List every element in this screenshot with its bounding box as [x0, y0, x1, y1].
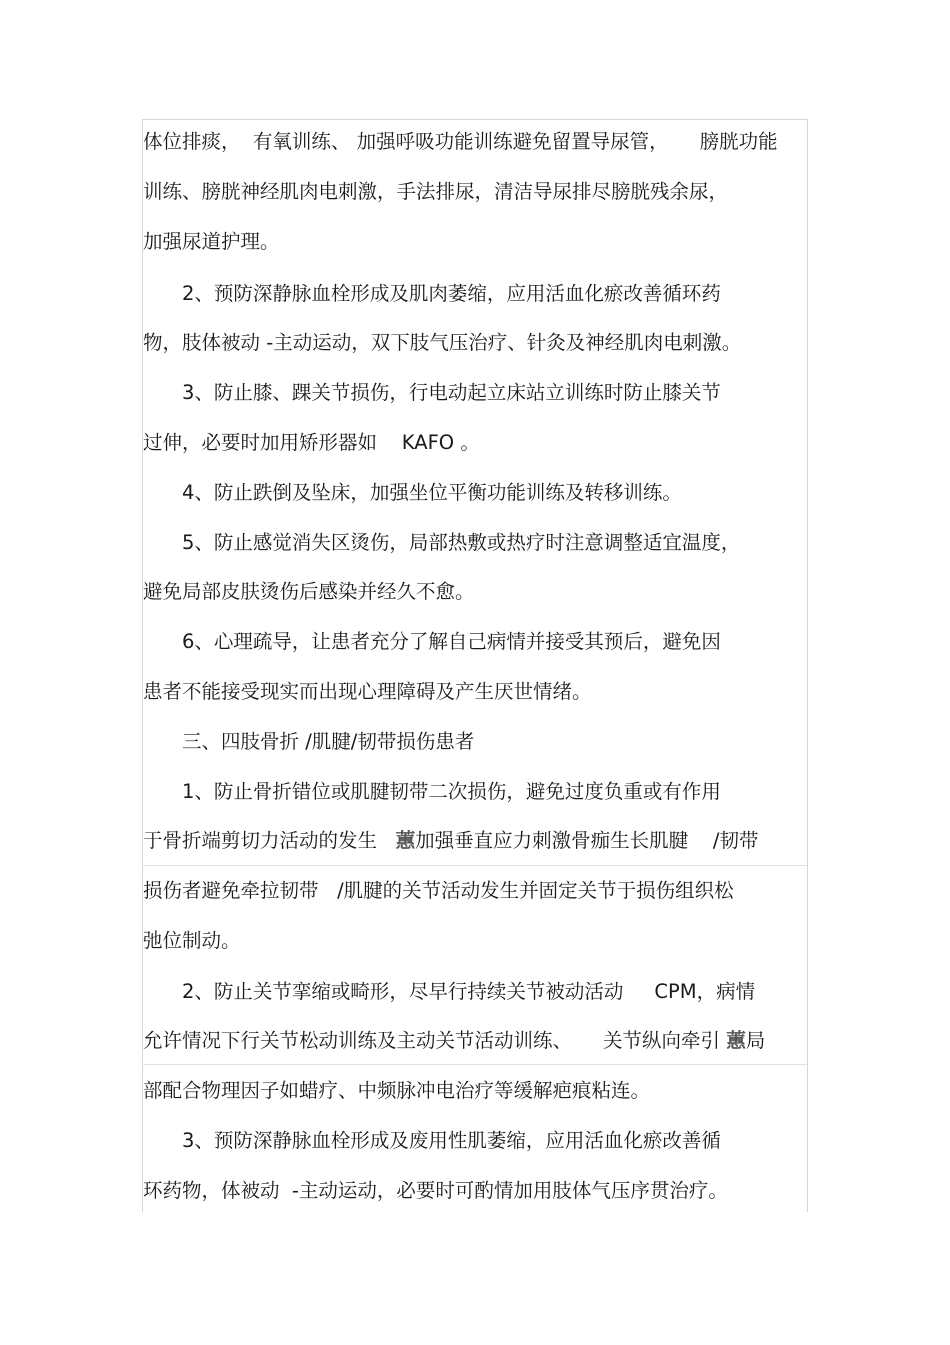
text-line-7: 过伸，必要时加用矫形器如 KAFO 。 [143, 431, 480, 454]
text-line-4: 2、预防深静脉血栓形成及肌肉萎缩，应用活血化瘀改善循环药 [182, 282, 721, 305]
garbled-glyph: 蕙 [726, 1029, 746, 1052]
text-line-15: 于骨折端剪切力活动的发生 蕙加强垂直应力刺激骨痂生长肌腱 /韧带 [143, 829, 759, 852]
text-line-9: 5、防止感觉消失区烫伤，局部热敷或热疗时注意调整适宜温度， [182, 531, 741, 554]
text-line-18: 2、防止关节挛缩或畸形，尽早行持续关节被动活动 CPM，病情 [182, 980, 756, 1003]
text-line-16: 损伤者避免牵拉韧带 /肌腱的关节活动发生并固定关节于损伤组织松 [143, 879, 734, 902]
text-line-22: 环药物，体被动 -主动运动，必要时可酌情加用肢体气压序贯治疗。 [143, 1179, 728, 1202]
text-line-20: 部配合物理因子如蜡疗、中频脉冲电治疗等缓解疤痕粘连。 [143, 1079, 651, 1102]
text-line-8: 4、防止跌倒及坠床，加强坐位平衡功能训练及转移训练。 [182, 481, 682, 504]
text-line-1: 体位排痰， 有氧训练、 加强呼吸功能训练避免留置导尿管， 膀胱功能 [143, 130, 778, 153]
text-line-6: 3、防止膝、踝关节损伤，行电动起立床站立训练时防止膝关节 [182, 381, 721, 404]
garbled-glyph: 蕙 [395, 829, 416, 852]
section-heading: 三、四肢骨折 /肌腱/韧带损伤患者 [182, 730, 475, 753]
text-line-17: 弛位制动。 [143, 929, 241, 952]
separator-line [142, 865, 807, 866]
text-line-11: 6、心理疏导，让患者充分了解自己病情并接受其预后，避免因 [182, 630, 721, 653]
text-line-2: 训练、膀胱神经肌肉电刺激，手法排尿，清洁导尿排尽膀胱残余尿， [143, 180, 729, 203]
text-line-3: 加强尿道护理。 [143, 230, 280, 253]
text-line-14: 1、防止骨折错位或肌腱韧带二次损伤，避免过度负重或有作用 [182, 780, 721, 803]
text-line-5: 物，肢体被动 -主动运动，双下肢气压治疗、针灸及神经肌肉电刺激。 [143, 331, 742, 354]
separator-line [142, 1064, 807, 1065]
text-line-19: 允许情况下行关节松动训练及主动关节活动训练、 关节纵向牵引 蕙局 [143, 1029, 766, 1052]
text-line-12: 患者不能接受现实而出现心理障碍及产生厌世情绪。 [143, 680, 592, 703]
text-line-21: 3、预防深静脉血栓形成及废用性肌萎缩，应用活血化瘀改善循 [182, 1129, 721, 1152]
text-line-10: 避免局部皮肤烫伤后感染并经久不愈。 [143, 580, 475, 603]
